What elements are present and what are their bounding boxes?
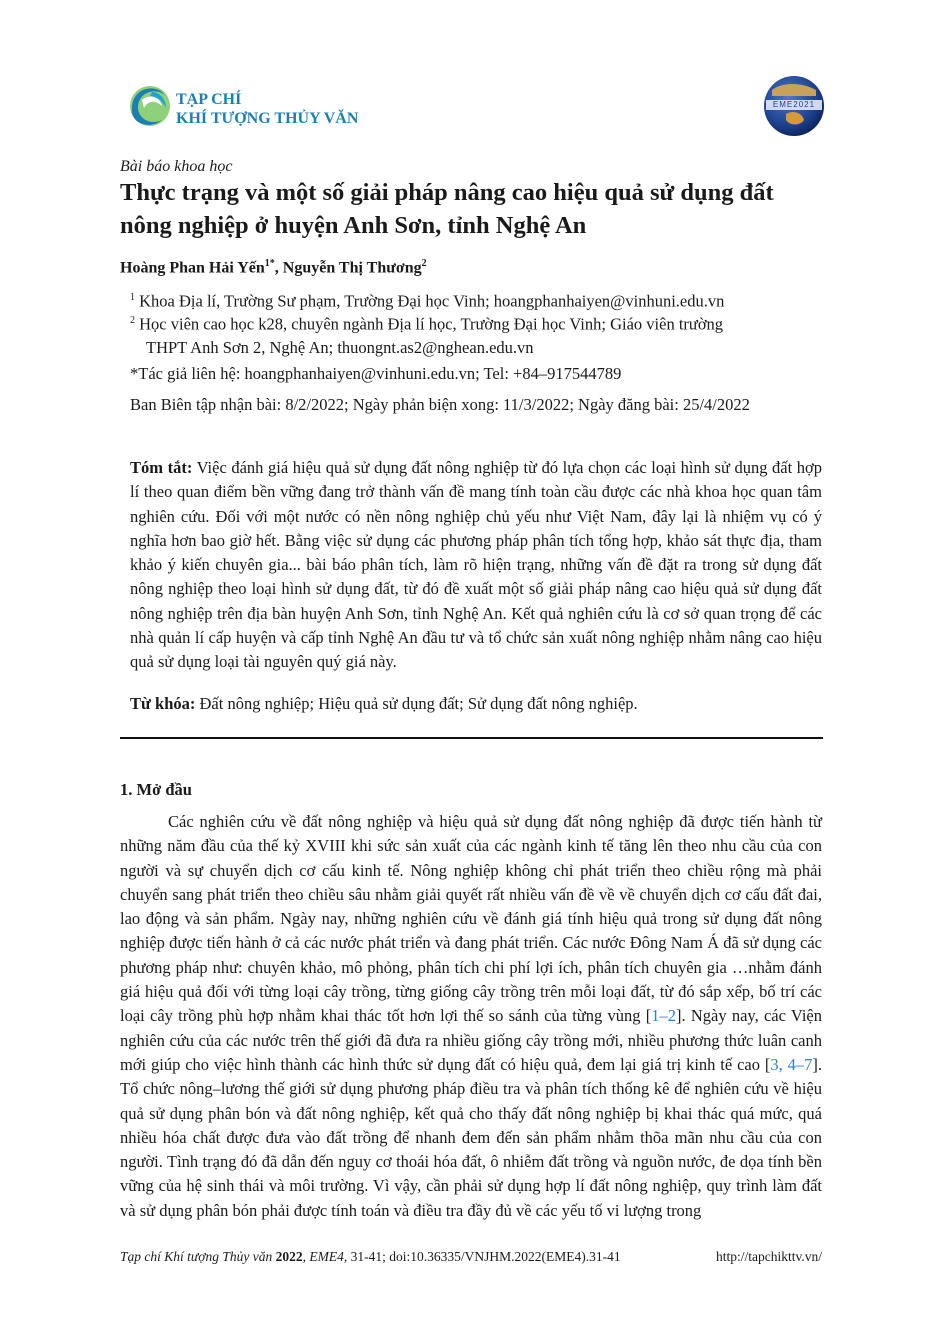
corresponding-author: *Tác giả liên hệ: hoangphanhaiyen@vinhuni.edu.vn; Tel: +84–917544789 bbox=[130, 364, 622, 383]
author-separator: , bbox=[274, 259, 283, 277]
abstract-label: Tóm tắt: bbox=[130, 458, 193, 477]
author-list bbox=[120, 258, 427, 277]
conference-badge bbox=[762, 74, 826, 138]
article-dates: Ban Biên tập nhận bài: 8/2/2022; Ngày phản biện xong: 11/3/2022; Ngày đăng bài: 25/4/2022 bbox=[130, 395, 750, 414]
keywords-label: Từ khóa: bbox=[130, 694, 196, 713]
paragraph-text: ]. Ngày nay, các Viện nghiên cứu của các nước trên thế giới đã đưa ra nhiều giống cây trồng mới, nhiều phương thức luân canh mới giúp cho việc hình thành các hình thức sử dụng đất có hiệu quả, đem lại giá trị kinh tế cao [ bbox=[120, 1006, 822, 1074]
citation-link[interactable]: 3, 4–7 bbox=[770, 1054, 813, 1074]
footer-citation bbox=[120, 1249, 621, 1264]
footer-url[interactable]: http://tapchikttv.vn/ bbox=[716, 1249, 822, 1264]
footer-doi: , 31-41; doi:10.36335/VNJHM.2022(EME4).31-41 bbox=[343, 1249, 621, 1264]
affiliation-number: 1 bbox=[130, 292, 135, 303]
abstract bbox=[130, 456, 822, 675]
author-name: Nguyễn Thị Thương bbox=[282, 259, 422, 277]
article-kind: Bài báo khoa học bbox=[120, 158, 233, 175]
author-affiliation-mark: 1* bbox=[264, 258, 275, 269]
paragraph-text: ]. Tổ chức nông–lương thế giới sử dụng phương pháp điều tra và phân tích thống kê để nghiên cứu về hiệu quả sử dụng phân bón và đất nông nghiệp, kết quả cho thấy đất nông nghiệp bị khai thác quá mức, quá nhiều hóa chất được đưa vào đất trồng để nhanh đem đến sản phẩm nhằm thõa mãn nhu cầu của con người. Tình trạng đó đã dẫn đến nguy cơ thoái hóa đất, ô nhiễm đất trồng và nguồn nước, đe dọa tính bền vững của hệ sinh thái và môi trường. Vì vậy, cần phải sử dụng hợp lí đất nông nghiệp, quy trình làm đất và sử dụng phân bón phải được tính toán và điều tra đầy đủ về các yếu tố vi lượng trong bbox=[120, 1054, 822, 1220]
article-title: Thực trạng và một số giải pháp nâng cao hiệu quả sử dụng đất nông nghiệp ở huyện Anh Sơn, tỉnh Nghệ An bbox=[120, 179, 774, 239]
keywords-text: Đất nông nghiệp; Hiệu quả sử dụng đất; Sử dụng đất nông nghiệp. bbox=[195, 694, 638, 713]
journal-logo bbox=[122, 78, 362, 134]
keywords bbox=[130, 692, 822, 716]
section-paragraph bbox=[120, 810, 822, 1223]
section-heading: 1. Mở đầu bbox=[120, 780, 192, 799]
page-footer bbox=[120, 1249, 822, 1265]
affiliation-text-cont: THPT Anh Sơn 2, Nghệ An; thuongnt.as2@nghean.edu.vn bbox=[146, 337, 534, 357]
abstract-text: Việc đánh giá hiệu quả sử dụng đất nông nghiệp từ đó lựa chọn các loại hình sử dụng đất hợp lí theo quan điểm bền vững đang trở thành vấn đề mang tính toàn cầu được các nhà khoa học quan tâm nghiên cứu. Đối với một nước có nền nông nghiệp chủ yếu như Việt Nam, đây lại là nhiệm vụ có ý nghĩa hơn bao giờ hết. Bằng việc sử dụng các phương pháp phân tích tổng hợp, khảo sát thực địa, tham khảo ý kiến chuyên gia... bài báo phân tích, làm rõ hiện trạng, những vấn đề đặt ra trong sử dụng đất nông nghiệp theo loại hình sử dụng đất, từ đó đề xuất một số giải pháp nâng cao hiệu quả sử dụng đất nông nghiệp trên địa bàn huyện Anh Sơn, tỉnh Nghệ An. Kết quả nghiên cứu là cơ sở quan trọng để các nhà quản lí cấp huyện và cấp tỉnh Nghệ An đầu tư và tổ chức sản xuất nông nghiệp nhằm nâng cao hiệu quả sử dụng loại tài nguyên quý giá này. bbox=[130, 458, 823, 672]
footer-journal-name: Tạp chí Khí tượng Thủy văn bbox=[120, 1249, 273, 1264]
affiliation-text: Khoa Địa lí, Trường Sư phạm, Trường Đại học Vinh; hoangphanhaiyen@vinhuni.edu.vn bbox=[139, 291, 725, 311]
affiliation-text: Học viên cao học k28, chuyên ngành Địa lí học, Trường Đại học Vinh; Giáo viên trường bbox=[139, 314, 724, 334]
affiliation-2 bbox=[130, 309, 830, 359]
section-divider bbox=[120, 737, 823, 739]
affiliation-number: 2 bbox=[130, 315, 135, 326]
citation-link[interactable]: 1–2 bbox=[651, 1006, 676, 1026]
paragraph-text: Các nghiên cứu về đất nông nghiệp và hiệu quả sử dụng đất nông nghiệp đã được tiến hành từ những năm đầu của thế kỷ XVIII khi sức sản xuất của các ngành kinh tế tăng lên theo nhu cầu của con người và sự chuyển dịch cơ cấu kinh tế. Nông nghiệp không chỉ phát triển theo chiều rộng mà phải chuyển sang phát triển theo chiều sâu nhằm giải quyết rất nhiều vấn đề về về chuyển dịch cơ cấu đất đai, lao động và sản phẩm. Ngày nay, những nghiên cứu về đánh giá tính hiệu quả trong sử dụng đất nông nghiệp được tiến hành ở cả các nước phát triển và đang phát triển. Các nước Đông Nam Á đã sử dụng các phương pháp như: chuyên khảo, mô phỏng, phân tích chi phí lợi ích, phân tích chuyên gia …nhằm đánh giá hiệu quả đối với từng loại cây trồng, từng giống cây trồng trên mỗi loại đất, từ đó sắp xếp, bố trí các loại cây trồng phù hợp nhằm khai thác tốt hơn lợi thế so sánh của từng vùng [ bbox=[120, 812, 822, 1026]
journal-emblem-icon bbox=[122, 78, 174, 132]
footer-issue: , EME4 bbox=[302, 1249, 344, 1264]
author-affiliation-mark: 2 bbox=[421, 258, 427, 269]
conference-badge-label: EME2021 bbox=[772, 100, 816, 109]
author-name: Hoàng Phan Hải Yến bbox=[120, 259, 265, 277]
logo-title-line1: TẠP CHÍ bbox=[176, 91, 242, 108]
logo-title-line2: KHÍ TƯỢNG THỦY VĂN bbox=[176, 110, 359, 127]
footer-year: 2022 bbox=[272, 1249, 303, 1264]
